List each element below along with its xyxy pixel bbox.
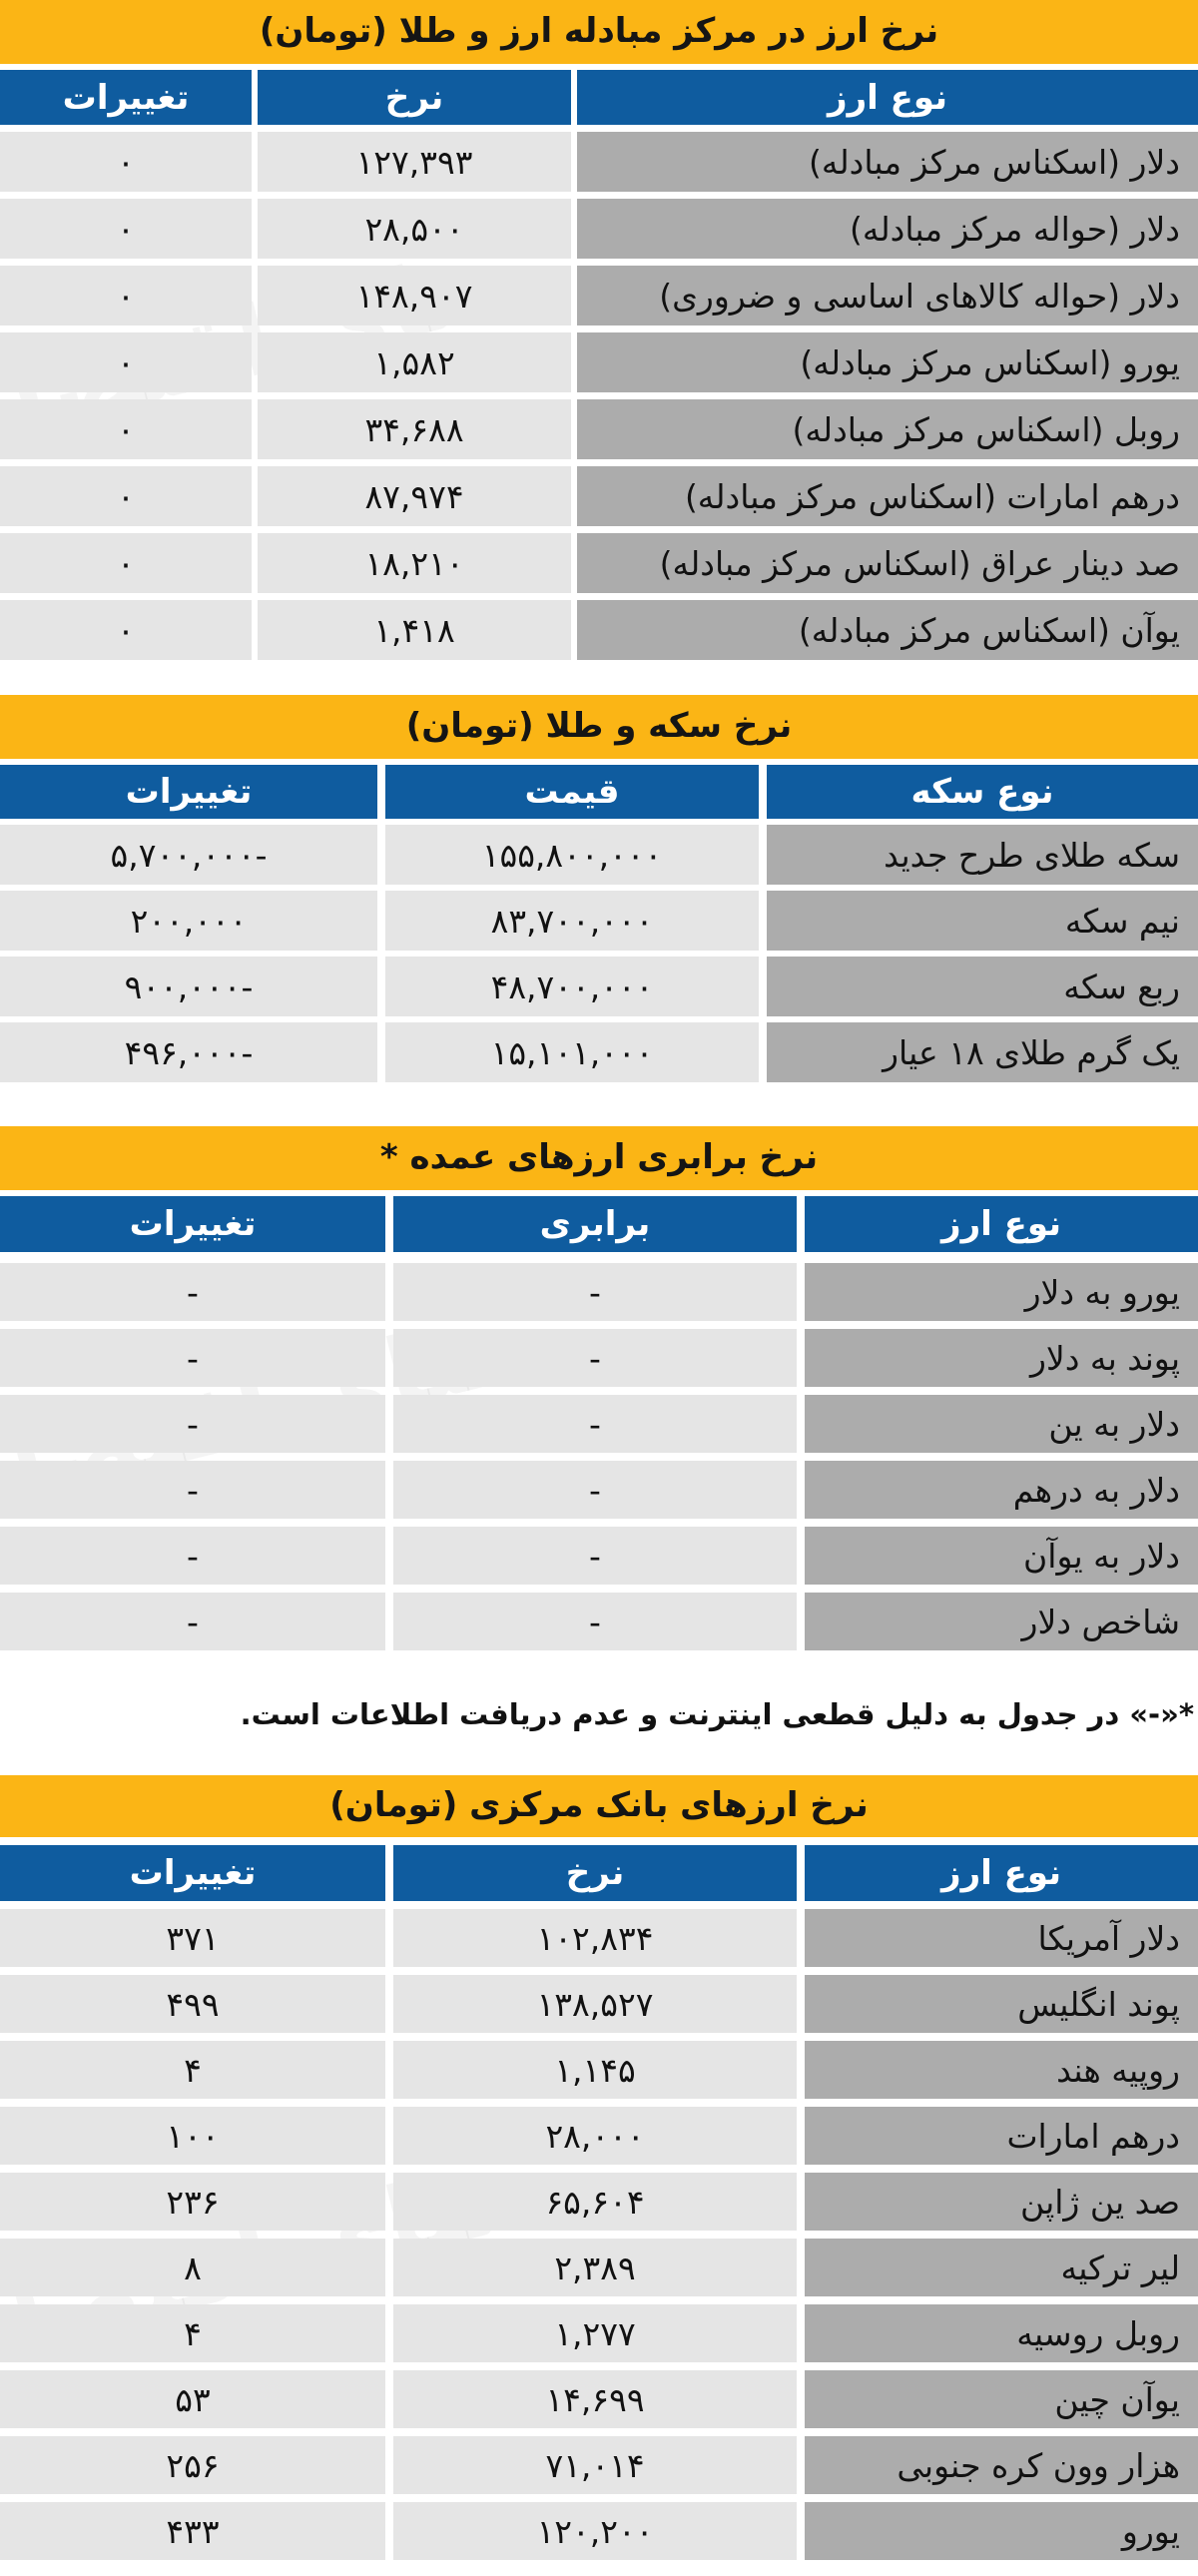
coins-row-name: سکه طلای طرح جدید <box>767 825 1198 885</box>
parity-header-name: نوع ارز <box>805 1196 1198 1252</box>
central-bank-header-name: نوع ارز <box>805 1845 1198 1901</box>
exchange-center-row-name: دلار (اسکناس مرکز مبادله) <box>577 132 1198 192</box>
central-bank-row-rate: ۲,۳۸۹ <box>393 2239 797 2296</box>
coins-row-change: -۵,۷۰۰,۰۰۰ <box>0 825 377 885</box>
exchange-center-row-change: ۰ <box>0 533 252 593</box>
parity-row-rate: - <box>393 1395 797 1453</box>
coins-header-rate: قیمت <box>385 765 759 819</box>
exchange-center-row-rate: ۲۸,۵۰۰ <box>258 199 571 259</box>
parity-row-rate: - <box>393 1461 797 1519</box>
exchange-center-row-rate: ۱,۵۸۲ <box>258 332 571 392</box>
exchange-center-row-name: یوآن (اسکناس مرکز مبادله) <box>577 600 1198 660</box>
exchange-center-row-name: روبل (اسکناس مرکز مبادله) <box>577 399 1198 459</box>
parity-row-change: - <box>0 1461 385 1519</box>
central-bank-row-rate: ۱,۲۷۷ <box>393 2304 797 2362</box>
parity-row-name: دلار به یوآن <box>805 1527 1198 1585</box>
parity-header-rate: برابری <box>393 1196 797 1252</box>
parity-row-name: یورو به دلار <box>805 1263 1198 1321</box>
central-bank-row-change: ۳۷۱ <box>0 1909 385 1967</box>
central-bank-row-change: ۲۵۶ <box>0 2436 385 2494</box>
parity-row-name: دلار به ین <box>805 1395 1198 1453</box>
parity-row-change: - <box>0 1263 385 1321</box>
exchange-center-title: نرخ ارز در مرکز مبادله ارز و طلا (تومان) <box>0 0 1198 64</box>
central-bank-row-change: ۸ <box>0 2239 385 2296</box>
parity-row-rate: - <box>393 1593 797 1650</box>
exchange-center-row-name: یورو (اسکناس مرکز مبادله) <box>577 332 1198 392</box>
central-bank-row-name: پوند انگلیس <box>805 1975 1198 2033</box>
central-bank-row-name: هزار وون کره جنوبی <box>805 2436 1198 2494</box>
exchange-center-row-rate: ۳۴,۶۸۸ <box>258 399 571 459</box>
parity-row-rate: - <box>393 1263 797 1321</box>
coins-row-rate: ۱۵۵,۸۰۰,۰۰۰ <box>385 825 759 885</box>
central-bank-row-rate: ۱۲۰,۲۰۰ <box>393 2502 797 2560</box>
parity-row-name: پوند به دلار <box>805 1329 1198 1387</box>
central-bank-row-name: روپیه هند <box>805 2041 1198 2099</box>
parity-row-change: - <box>0 1395 385 1453</box>
coins-row-name: نیم سکه <box>767 891 1198 951</box>
exchange-center-row-change: ۰ <box>0 199 252 259</box>
central-bank-row-name: یورو <box>805 2502 1198 2560</box>
central-bank-title: نرخ ارزهای بانک مرکزی (تومان) <box>0 1775 1198 1837</box>
exchange-center-header-rate: نرخ <box>258 70 571 125</box>
coins-row-change: -۹۰۰,۰۰۰ <box>0 957 377 1016</box>
central-bank-row-name: دلار آمریکا <box>805 1909 1198 1967</box>
exchange-center-row-name: دلار (حواله کالاهای اساسی و ضروری) <box>577 266 1198 325</box>
central-bank-row-rate: ۱,۱۴۵ <box>393 2041 797 2099</box>
coins-row-rate: ۴۸,۷۰۰,۰۰۰ <box>385 957 759 1016</box>
coins-row-name: ربع سکه <box>767 957 1198 1016</box>
exchange-center-row-change: ۰ <box>0 600 252 660</box>
exchange-center-row-change: ۰ <box>0 399 252 459</box>
central-bank-row-rate: ۱۳۸,۵۲۷ <box>393 1975 797 2033</box>
central-bank-row-rate: ۲۸,۰۰۰ <box>393 2107 797 2165</box>
central-bank-row-change: ۴۹۹ <box>0 1975 385 2033</box>
exchange-center-header-name: نوع ارز <box>577 70 1198 125</box>
parity-header-change: تغییرات <box>0 1196 385 1252</box>
coins-row-rate: ۱۵,۱۰۱,۰۰۰ <box>385 1022 759 1082</box>
central-bank-row-change: ۴ <box>0 2041 385 2099</box>
parity-row-rate: - <box>393 1527 797 1585</box>
coins-row-rate: ۸۳,۷۰۰,۰۰۰ <box>385 891 759 951</box>
exchange-center-row-name: درهم امارات (اسکناس مرکز مبادله) <box>577 466 1198 526</box>
exchange-center-row-change: ۰ <box>0 466 252 526</box>
central-bank-row-change: ۴۳۳ <box>0 2502 385 2560</box>
coins-title: نرخ سکه و طلا (تومان) <box>0 695 1198 759</box>
central-bank-row-name: روبل روسیه <box>805 2304 1198 2362</box>
central-bank-row-rate: ۱۴,۶۹۹ <box>393 2370 797 2428</box>
exchange-center-row-rate: ۸۷,۹۷۴ <box>258 466 571 526</box>
parity-row-change: - <box>0 1527 385 1585</box>
parity-title: نرخ برابری ارزهای عمده * <box>0 1126 1198 1190</box>
exchange-center-row-rate: ۱,۴۱۸ <box>258 600 571 660</box>
exchange-center-header-change: تغییرات <box>0 70 252 125</box>
parity-row-name: دلار به درهم <box>805 1461 1198 1519</box>
coins-row-change: ۲۰۰,۰۰۰ <box>0 891 377 951</box>
exchange-center-row-rate: ۱۲۷,۳۹۳ <box>258 132 571 192</box>
coins-header-name: نوع سکه <box>767 765 1198 819</box>
parity-row-change: - <box>0 1593 385 1650</box>
central-bank-row-change: ۲۳۶ <box>0 2173 385 2231</box>
central-bank-header-change: تغییرات <box>0 1845 385 1901</box>
central-bank-row-change: ۱۰۰ <box>0 2107 385 2165</box>
exchange-center-row-change: ۰ <box>0 266 252 325</box>
coins-row-change: -۴۹۶,۰۰۰ <box>0 1022 377 1082</box>
central-bank-row-rate: ۱۰۲,۸۳۴ <box>393 1909 797 1967</box>
exchange-center-row-change: ۰ <box>0 332 252 392</box>
exchange-center-row-rate: ۱۴۸,۹۰۷ <box>258 266 571 325</box>
exchange-center-row-name: دلار (حواله مرکز مبادله) <box>577 199 1198 259</box>
parity-row-name: شاخص دلار <box>805 1593 1198 1650</box>
central-bank-row-change: ۴ <box>0 2304 385 2362</box>
parity-footnote: *«-» در جدول به دلیل قطعی اینترنت و عدم دریافت اطلاعات است. <box>240 1697 1194 1731</box>
parity-row-change: - <box>0 1329 385 1387</box>
central-bank-row-name: صد ین ژاپن <box>805 2173 1198 2231</box>
exchange-center-row-name: صد دینار عراق (اسکناس مرکز مبادله) <box>577 533 1198 593</box>
coins-row-name: یک گرم طلای ۱۸ عیار <box>767 1022 1198 1082</box>
central-bank-row-name: یوآن چین <box>805 2370 1198 2428</box>
central-bank-header-rate: نرخ <box>393 1845 797 1901</box>
exchange-center-row-rate: ۱۸,۲۱۰ <box>258 533 571 593</box>
central-bank-row-rate: ۶۵,۶۰۴ <box>393 2173 797 2231</box>
central-bank-row-rate: ۷۱,۰۱۴ <box>393 2436 797 2494</box>
central-bank-row-name: درهم امارات <box>805 2107 1198 2165</box>
exchange-center-row-change: ۰ <box>0 132 252 192</box>
parity-row-rate: - <box>393 1329 797 1387</box>
central-bank-row-name: لیر ترکیه <box>805 2239 1198 2296</box>
central-bank-row-change: ۵۳ <box>0 2370 385 2428</box>
coins-header-change: تغییرات <box>0 765 377 819</box>
